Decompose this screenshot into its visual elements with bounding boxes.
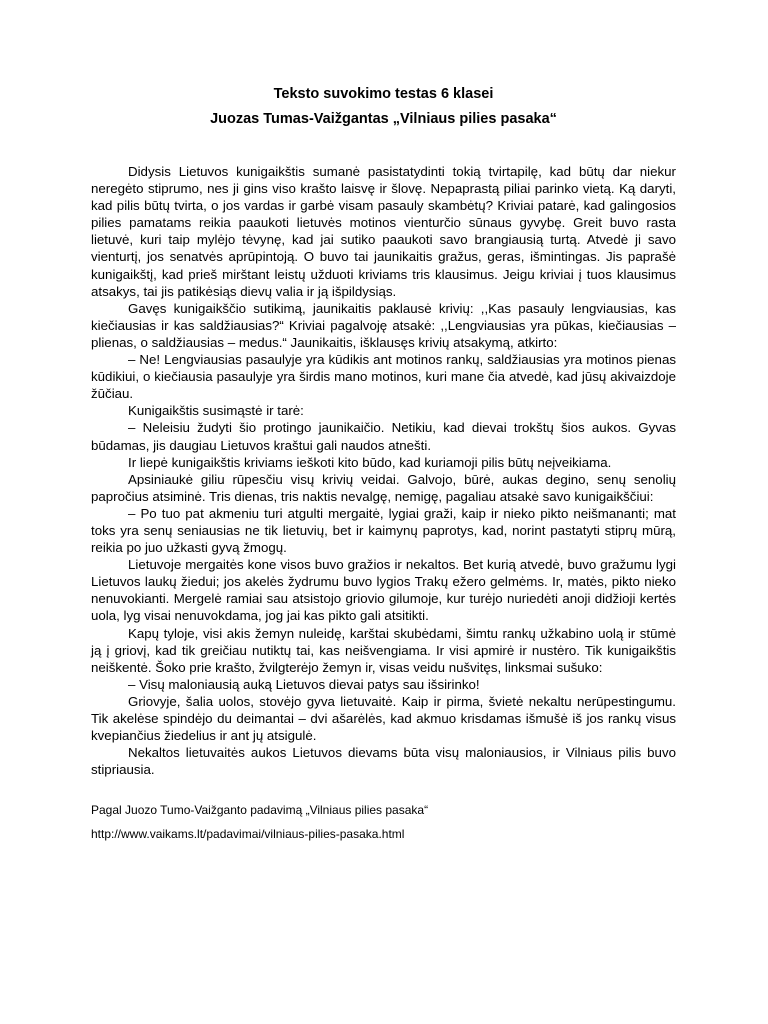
source-block [91,798,676,846]
document-page [91,84,676,846]
paragraph-10: Kapų tyloje, visi akis žemyn nuleidę, karštai skubėdami, šimtu rankų užkabino uolą ir stūmė ją į griovį, kad tik greičiau nutiktų tai, kas neišvengiama. Ir visi apmirė ir nustėro. Tik kunigaikštis neiškentė. Šoko prie krašto, žvilgterėjo žemyn ir, visas veidu nušvitęs, linksmai sušuko: [91,625,676,675]
document-subtitle: Juozas Tumas-Vaižgantas „Vilniaus pilies pasaka“ [210,111,557,127]
paragraph-7: Apsiniaukė giliu rūpesčiu visų krivių veidai. Galvojo, būrė, aukas degino, senų senolių papročius atsiminė. Tris dienas, tris naktis nevalgę, nemigę, pagaliau atsakė savo kunigaikščiui: [91,471,676,504]
paragraph-1: Didysis Lietuvos kunigaikštis sumanė pasistatydinti tokią tvirtapilę, kad būtų dar niekur neregėto stiprumo, nes ji gins viso krašto laisvę ir šlovę. Nepaprastą piliai parinko vietą. Ką daryti, kad pilis būtų tvirta, o jos vardas ir garbė visam pasauly skambėtų? Kriviai patarė, kad galingosios pilies pamatams reikia paaukoti lietuvės motinos vienturčio sūnaus gyvybę. Greit buvo rasta lietuvė, kuri taip mylėjo tėvynę, kad jai sutiko paaukoti savo brangiausią turtą. Atvedė ji savo vienturtį, jos senatvės aprūpintoją. O buvo tai jaunikaitis gražus, geras, išmintingas. Jis paprašė kunigaikštį, kad prieš mirštant leistų užduoti kriviams tris klausimus. Jeigu kriviai į tuos klausimus atsakys, tai jis patikėsiąs dievų valia ir ją išpildysiąs. [91,164,676,299]
source-attribution: Pagal Juozo Tumo-Vaižganto padavimą „Vilniaus pilies pasaka“ [91,803,429,818]
paragraph-3: – Ne! Lengviausias pasaulyje yra kūdikis ant motinos rankų, saldžiausias yra motinos pienas kūdikiui, o kiečiausia pasaulyje yra širdis mano motinos, kuri mane čia atvedė, kad jūsų akivaizdoje žūčiau. [91,352,676,402]
paragraph-6: Ir liepė kunigaikštis kriviams ieškoti kito būdo, kad kuriamoji pilis būtų neįveikiama. [128,454,612,470]
story-body [91,163,676,778]
source-url: http://www.vaikams.lt/padavimai/vilniaus-pilies-pasaka.html [91,827,405,842]
paragraph-13: Nekaltos lietuvaitės aukos Lietuvos dievams būta visų maloniausios, ir Vilniaus pilis buvo stipriausia. [91,745,676,778]
document-title: Teksto suvokimo testas 6 klasei [273,86,494,102]
paragraph-4: Kunigaikštis susimąstė ir tarė: [128,403,304,419]
paragraph-5: – Neleisiu žudyti šio protingo jaunikaičio. Netikiu, kad dievai trokštų šios aukos. Gyvas būdamas, jis daugiau Lietuvos kraštui gali naudos atnešti. [91,420,676,453]
paragraph-9: Lietuvoje mergaitės kone visos buvo gražios ir nekaltos. Bet kurią atvedė, buvo gražumu lygi Lietuvos laukų žiedui; jos akelės žydrumu buvo lygios Trakų ežero gelmėms. Ir, matės, pikto nieko nenuvokianti. Mergelė ramiai sau atsistojo griovio gilumoje, kur turėjo nuriedėti anoji didžioji kertės uola, lyg visai nenuvokdama, jog jai kas pikto gali atsitikti. [91,557,676,624]
paragraph-12: Griovyje, šalia uolos, stovėjo gyva lietuvaitė. Kaip ir pirma, švietė nekaltu nerūpestingumu. Tik akelėse spindėjo du deimantai – dvi ašarėlės, kad akmuo krisdamas išmušė iš jos rankų visus kvepiančius žiedelius ir ant jų atsigulė. [91,693,676,744]
paragraph-8: – Po tuo pat akmeniu turi atgulti mergaitė, lygiai graži, kaip ir nieko pikto neišmananti; mat toks yra senų seniausias ne tik lietuvių, bet ir kaimynų paprotys, kad, norint pastatyti stiprų mūrą, reikia po juo užkasti gyvą žmogų. [91,505,676,556]
paragraph-2: Gavęs kunigaikščio sutikimą, jaunikaitis paklausė krivių: ,,Kas pasauly lengviausias, kas kiečiausias ir kas saldžiausias?“ Kriviai pagalvoję atsakė: ,,Lengviausias yra pūkas, kiečiausias – plienas, o saldžiausias – medus.“ Jaunikaitis, išklausęs krivių atsakymą, atkirto: [91,300,676,350]
paragraph-11: – Visų maloniausią auką Lietuvos dievai patys sau išsirinko! [128,676,480,692]
